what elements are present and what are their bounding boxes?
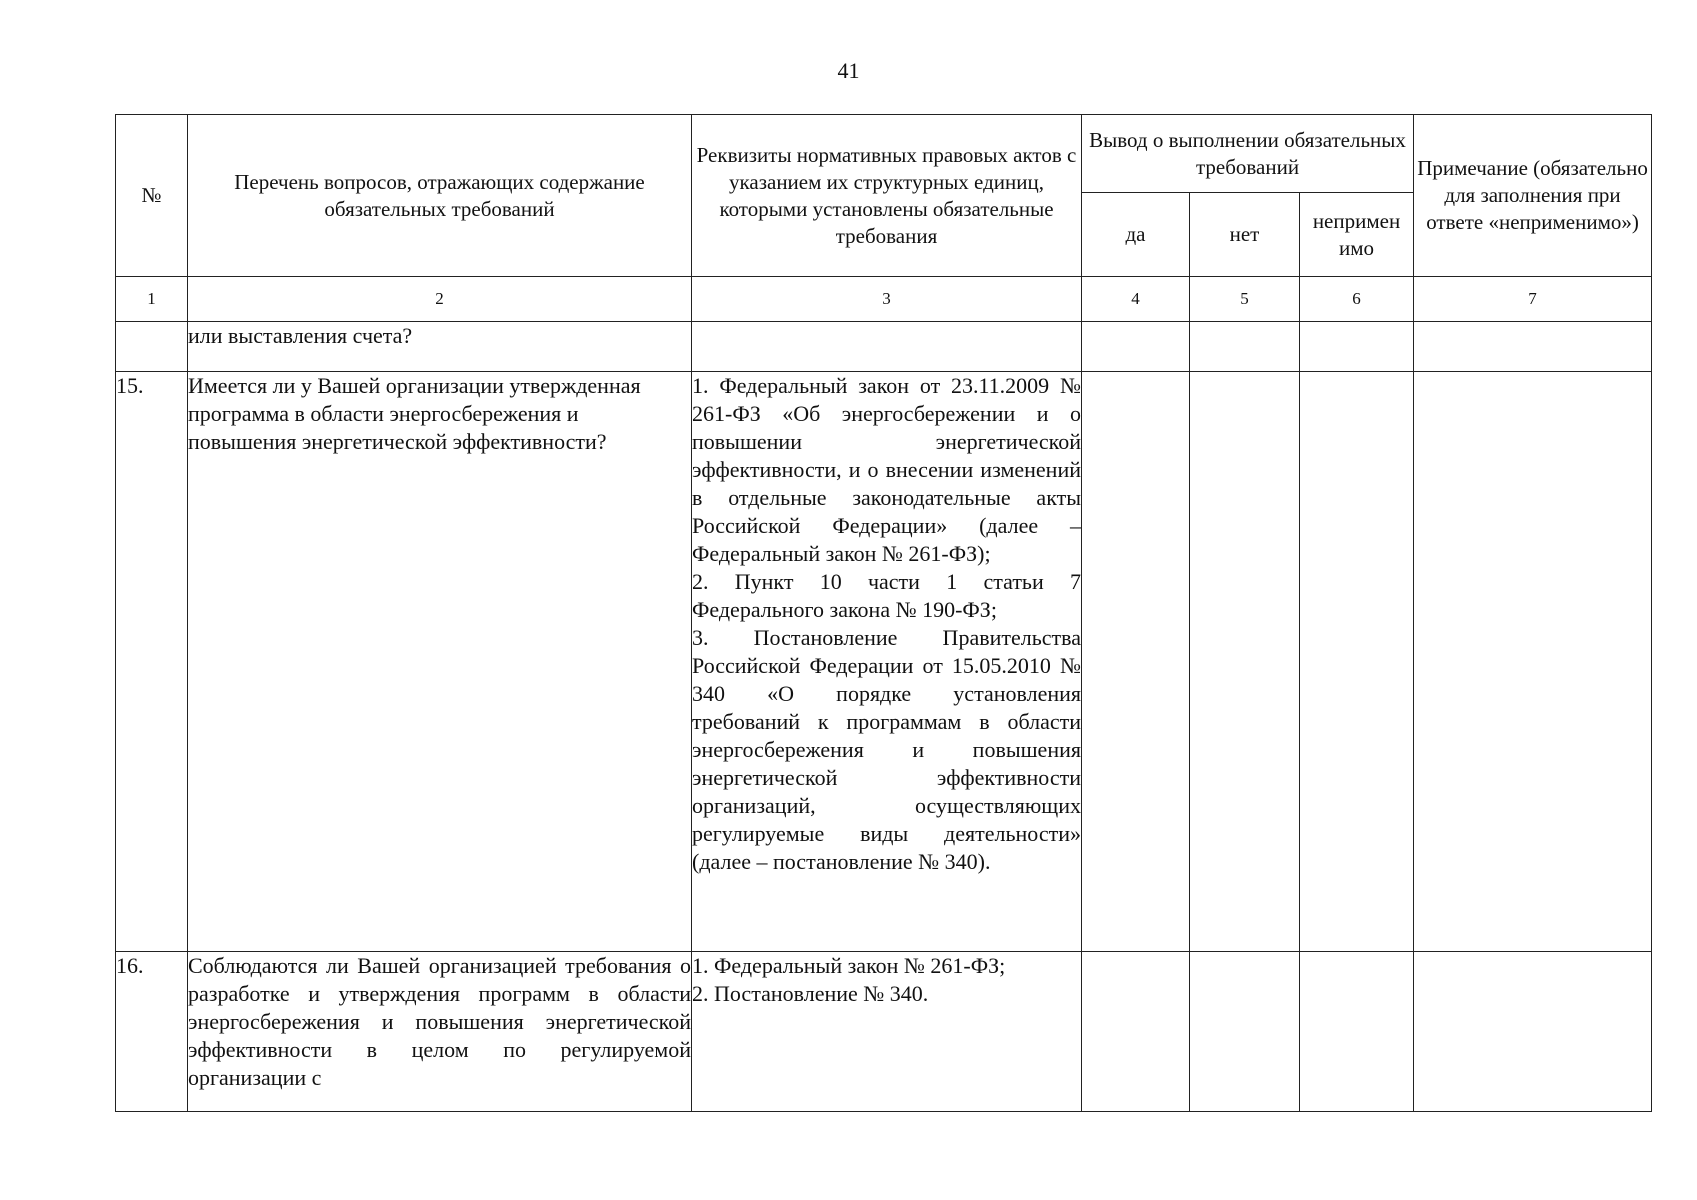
table-row <box>116 372 1652 952</box>
column-number: 4 <box>1082 277 1190 322</box>
act-reference: 1. Федеральный закон № 261-ФЗ; <box>692 953 1006 978</box>
header-yes: да <box>1082 193 1190 277</box>
column-number: 5 <box>1190 277 1300 322</box>
column-number: 3 <box>692 277 1082 322</box>
answer-no-cell[interactable] <box>1190 372 1300 952</box>
row-question: или выставления счета? <box>188 322 692 372</box>
row-question: Имеется ли у Вашей организации утвержденная программа в области энергосбережения и повышения энергетической эффективности? <box>188 372 692 952</box>
column-number: 7 <box>1414 277 1652 322</box>
column-number: 2 <box>188 277 692 322</box>
note-cell[interactable] <box>1414 952 1652 1112</box>
answer-not-applicable-cell[interactable] <box>1300 952 1414 1112</box>
answer-yes-cell[interactable] <box>1082 952 1190 1112</box>
header-not-applicable-line2: имо <box>1339 235 1375 260</box>
answer-not-applicable-cell[interactable] <box>1300 372 1414 952</box>
note-cell[interactable] <box>1414 322 1652 372</box>
column-numbers-row <box>116 277 1652 322</box>
header-not-applicable-line1: непримен <box>1312 208 1401 233</box>
row-number: 16. <box>116 952 188 1112</box>
act-reference: 3. Постановление Правительства Российской Федерации от 15.05.2010 № 340 «О порядке установления требований к программам в области энергосбережения и повышения энергетической эффективности организаций, осуществляющих регулируемые виды деятельности» (далее – постановление № 340). <box>692 625 1081 874</box>
row-number: 15. <box>116 372 188 952</box>
header-acts: Реквизиты нормативных правовых актов с указанием их структурных единиц, которыми установлены обязательные требования <box>692 115 1082 277</box>
page-number: 41 <box>837 58 860 83</box>
row-number <box>116 322 188 372</box>
header-note: Примечание (обязательно для заполнения при ответе «неприменимо») <box>1414 115 1652 277</box>
header-questions: Перечень вопросов, отражающих содержание обязательных требований <box>188 115 692 277</box>
checklist-table <box>115 114 1652 1112</box>
row-acts <box>692 322 1082 372</box>
answer-yes-cell[interactable] <box>1082 372 1190 952</box>
row-question: Соблюдаются ли Вашей организацией требования о разработке и утверждения программ в области энергосбережения и повышения энергетической эффективности в целом по регулируемой организации с <box>188 952 692 1112</box>
act-reference: 2. Постановление № 340. <box>692 981 929 1006</box>
note-cell[interactable] <box>1414 372 1652 952</box>
answer-no-cell[interactable] <box>1190 952 1300 1112</box>
header-not-applicable <box>1300 193 1414 277</box>
column-number: 6 <box>1300 277 1414 322</box>
table-row <box>116 952 1652 1112</box>
table-row <box>116 322 1652 372</box>
answer-no-cell[interactable] <box>1190 322 1300 372</box>
row-acts <box>692 952 1082 1112</box>
answer-yes-cell[interactable] <box>1082 322 1190 372</box>
row-acts <box>692 372 1082 952</box>
header-no: нет <box>1190 193 1300 277</box>
header-number: № <box>116 115 188 277</box>
column-number: 1 <box>116 277 188 322</box>
act-reference: 2. Пункт 10 части 1 статьи 7 Федерального закона № 190-ФЗ; <box>692 569 1081 622</box>
answer-not-applicable-cell[interactable] <box>1300 322 1414 372</box>
act-reference: 1. Федеральный закон от 23.11.2009 № 261-ФЗ «Об энергосбережении и о повышении энергетической эффективности, и о внесении изменений в отдельные законодательные акты Российской Федерации» (далее – Федеральный закон № 261-ФЗ); <box>692 373 1081 566</box>
header-conclusion: Вывод о выполнении обязательных требований <box>1082 115 1414 193</box>
